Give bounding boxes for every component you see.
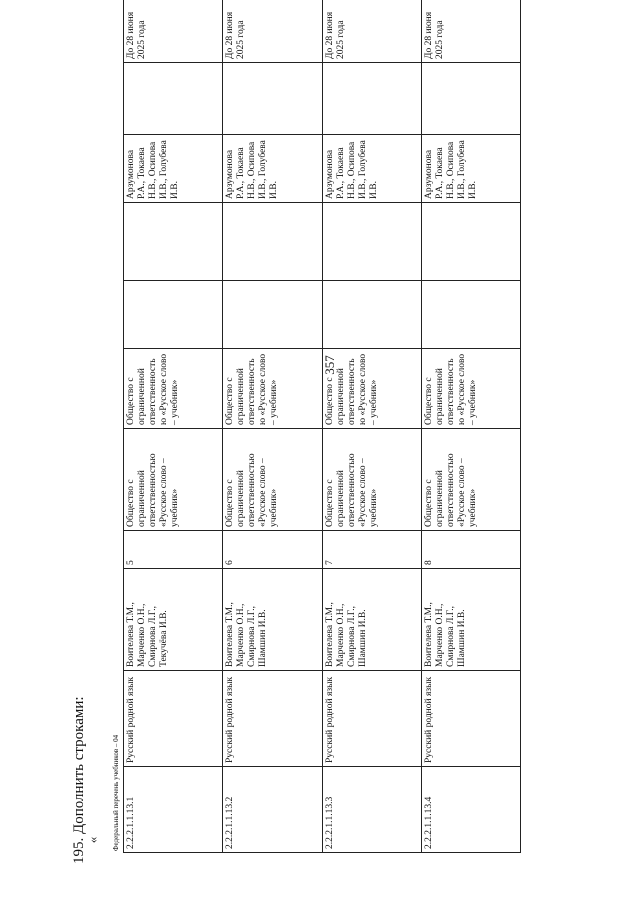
row-empty-cell (124, 203, 223, 281)
row-subject: Русский родной язык (322, 671, 421, 767)
row-experts: Арзумонова Р.А., Токаева Н.В., Осипова И.В., Голубева И.В. (223, 135, 322, 203)
row-deadline: До 28 июня 2025 года (223, 0, 322, 63)
row-empty-cell (322, 281, 421, 349)
row-authors: Воителева Т.М., Марченко О.Н., Смирнова Л.Г., Шамшин И.В. (223, 569, 322, 671)
table-row (124, 0, 223, 853)
row-deadline: До 28 июня 2025 года (124, 0, 223, 63)
row-publisher-secondary: Общество с ограниченной ответственностью «Русское слово – учебник» (322, 349, 421, 429)
row-empty-cell (223, 63, 322, 135)
row-grade: 6 (223, 531, 322, 569)
row-subject: Русский родной язык (421, 671, 520, 767)
row-authors: Воителева Т.М., Марченко О.Н., Смирнова Л.Г., Шамшин И.В. (421, 569, 520, 671)
row-empty-cell (223, 281, 322, 349)
section-heading: 195. Дополнить строками: (71, 696, 87, 864)
row-subject: Русский родной язык (223, 671, 322, 767)
row-subject: Русский родной язык (124, 671, 223, 767)
row-publisher-secondary: Общество с ограниченной ответственностью «Русское слово – учебник» (223, 349, 322, 429)
row-grade: 8 (421, 531, 520, 569)
row-publisher: Общество с ограниченной ответственностью «Русское слово – учебник» (223, 429, 322, 531)
row-code: 2.2.2.1.1.13.1 (124, 767, 223, 853)
row-authors: Воителева Т.М., Марченко О.Н., Смирнова Л.Г., Текучёва И.В. (124, 569, 223, 671)
page-footer: Федеральный перечень учебников – 04 (112, 734, 120, 851)
row-empty-cell (421, 203, 520, 281)
row-empty-cell (421, 63, 520, 135)
page-number: 357 (322, 355, 337, 375)
table-row (421, 0, 520, 853)
row-publisher: Общество с ограниченной ответственностью «Русское слово – учебник» (124, 429, 223, 531)
row-grade: 7 (322, 531, 421, 569)
row-empty-cell (124, 63, 223, 135)
row-publisher: Общество с ограниченной ответственностью «Русское слово – учебник» (421, 429, 520, 531)
textbook-table (123, 0, 521, 853)
row-empty-cell (124, 281, 223, 349)
row-deadline: До 28 июня 2025 года (421, 0, 520, 63)
row-experts: Арзумонова Р.А., Токаева Н.В., Осипова И.В., Голубева И.В. (124, 135, 223, 203)
row-code: 2.2.2.1.1.13.3 (322, 767, 421, 853)
row-empty-cell (322, 63, 421, 135)
table-row (322, 0, 421, 853)
table-row (223, 0, 322, 853)
opening-quote-mark: « (85, 836, 100, 844)
row-empty-cell (421, 281, 520, 349)
textbook-table-frame (123, 11, 521, 853)
row-authors: Воителева Т.М., Марченко О.Н., Смирнова Л.Г., Шамшин И.В. (322, 569, 421, 671)
row-code: 2.2.2.1.1.13.4 (421, 767, 520, 853)
row-publisher: Общество с ограниченной ответственностью «Русское слово – учебник» (322, 429, 421, 531)
row-empty-cell (322, 203, 421, 281)
row-publisher-secondary: Общество с ограниченной ответственностью «Русское слово – учебник» (124, 349, 223, 429)
row-empty-cell (223, 203, 322, 281)
row-deadline: До 28 июня 2025 года (322, 0, 421, 63)
row-experts: Арзумонова Р.А., Токаева Н.В., Осипова И.В., Голубева И.В. (322, 135, 421, 203)
row-publisher-secondary: Общество с ограниченной ответственностью «Русское слово – учебник» (421, 349, 520, 429)
row-experts: Арзумонова Р.А., Токаева Н.В., Осипова И.В., Голубева И.В. (421, 135, 520, 203)
row-code: 2.2.2.1.1.13.2 (223, 767, 322, 853)
row-grade: 5 (124, 531, 223, 569)
